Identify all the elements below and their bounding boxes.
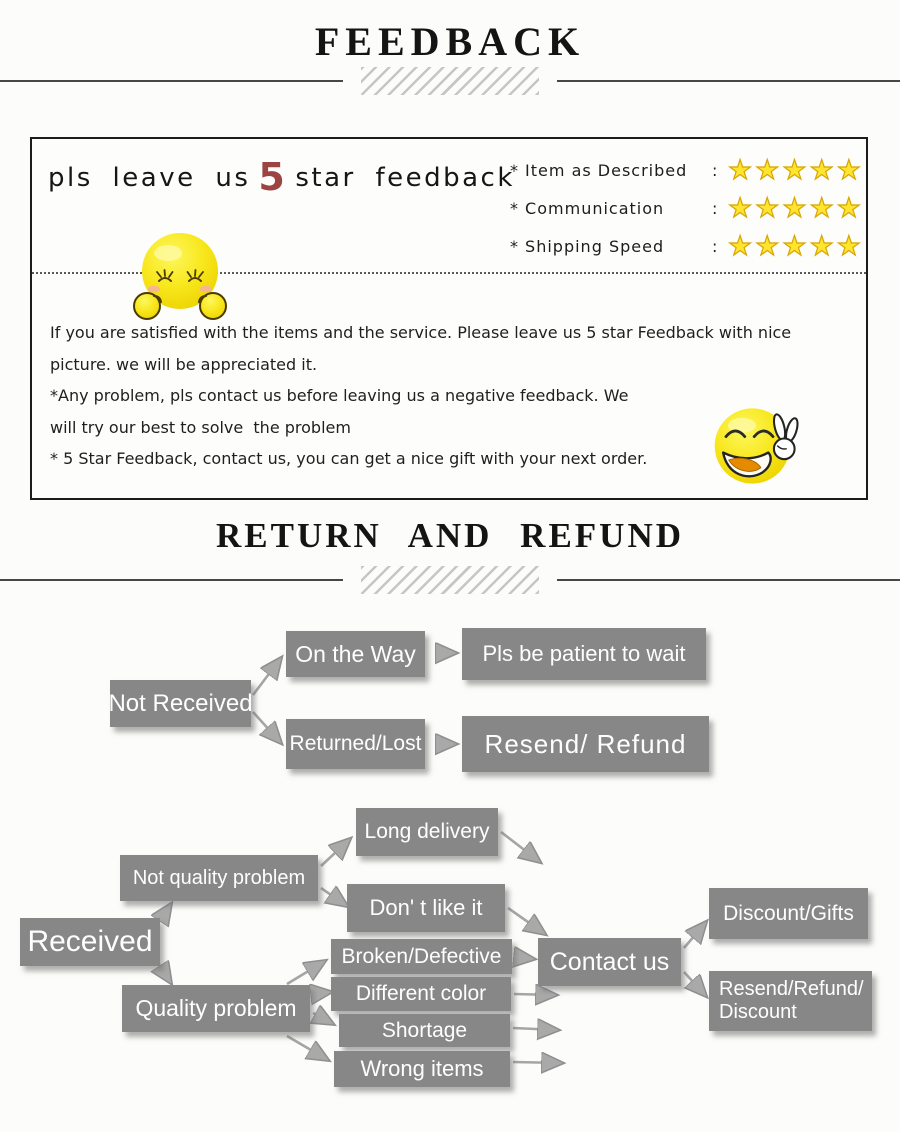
paragraph-line: * 5 Star Feedback, contact us, you can get a nice gift with your next order. (50, 449, 648, 468)
flow-node-resend-refund-discount: Resend/Refund/ Discount (709, 971, 872, 1031)
rating-label: * Communication (509, 198, 665, 218)
diagonal-hatch-ornament (361, 67, 539, 95)
divider-line (557, 80, 900, 82)
flow-node-discount-gifts: Discount/Gifts (709, 888, 868, 939)
feedback-section-title: FEEDBACK (314, 19, 586, 64)
flow-node-different-color: Different color (331, 977, 511, 1011)
rating-label: * Item as Described (509, 160, 688, 180)
paragraph-line: *Any problem, pls contact us before leaving us a negative feedback. We (50, 386, 629, 405)
paragraph-line: If you are satisfied with the items and the service. Please leave us 5 star Feedback with nice (50, 323, 792, 342)
star-icon-row: ★★★★★ (727, 230, 864, 261)
divider-line (557, 579, 900, 581)
shy-smiley-emoji (130, 231, 230, 323)
rating-list (510, 151, 864, 265)
rating-separator: : (711, 198, 718, 218)
rating-separator: : (711, 236, 718, 256)
headline-suffix: star feedback (295, 163, 515, 193)
rating-label: * Shipping Speed (509, 236, 665, 256)
divider-line (0, 579, 343, 581)
return-refund-section-title: RETURN AND REFUND (215, 516, 685, 555)
flow-node-quality-problem: Quality problem (122, 985, 310, 1032)
feedback-box (30, 137, 868, 500)
return-refund-flowchart (0, 600, 900, 1132)
rating-row-shipping-speed (510, 227, 864, 265)
rating-row-item-as-described (510, 151, 864, 189)
flow-node-contact-us: Contact us (538, 938, 681, 986)
headline-five: 5 (258, 155, 288, 199)
flow-node-pls-be-patient: Pls be patient to wait (462, 628, 706, 680)
flow-node-not-received: Not Received (110, 680, 251, 727)
paragraph-line: picture. we will be appreciated it. (50, 354, 318, 374)
paragraph-line: will try our best to solve the problem (50, 417, 351, 437)
section-divider (0, 66, 900, 96)
flow-node-wrong-items: Wrong items (334, 1051, 510, 1087)
flow-node-shortage: Shortage (339, 1014, 510, 1047)
star-icon-row: ★★★★★ (727, 154, 864, 185)
headline-prefix: pls leave us (48, 163, 251, 193)
rating-row-communication (510, 189, 864, 227)
star-icon-row: ★★★★★ (727, 192, 864, 223)
rating-separator: : (711, 160, 718, 180)
victory-smiley-emoji (710, 399, 804, 493)
feedback-headline (48, 155, 515, 199)
section-divider (0, 565, 900, 595)
flow-node-dont-like-it: Don' t like it (347, 884, 505, 932)
divider-line (0, 80, 343, 82)
flow-node-received: Received (20, 918, 160, 966)
flow-node-on-the-way: On the Way (286, 631, 425, 677)
diagonal-hatch-ornament (361, 566, 539, 594)
flow-node-resend-refund: Resend/ Refund (462, 716, 709, 772)
flow-node-long-delivery: Long delivery (356, 808, 498, 856)
flow-node-not-quality-problem: Not quality problem (120, 855, 318, 901)
flow-node-broken-defective: Broken/Defective (331, 939, 512, 974)
flow-node-returned-lost: Returned/Lost (286, 719, 425, 769)
